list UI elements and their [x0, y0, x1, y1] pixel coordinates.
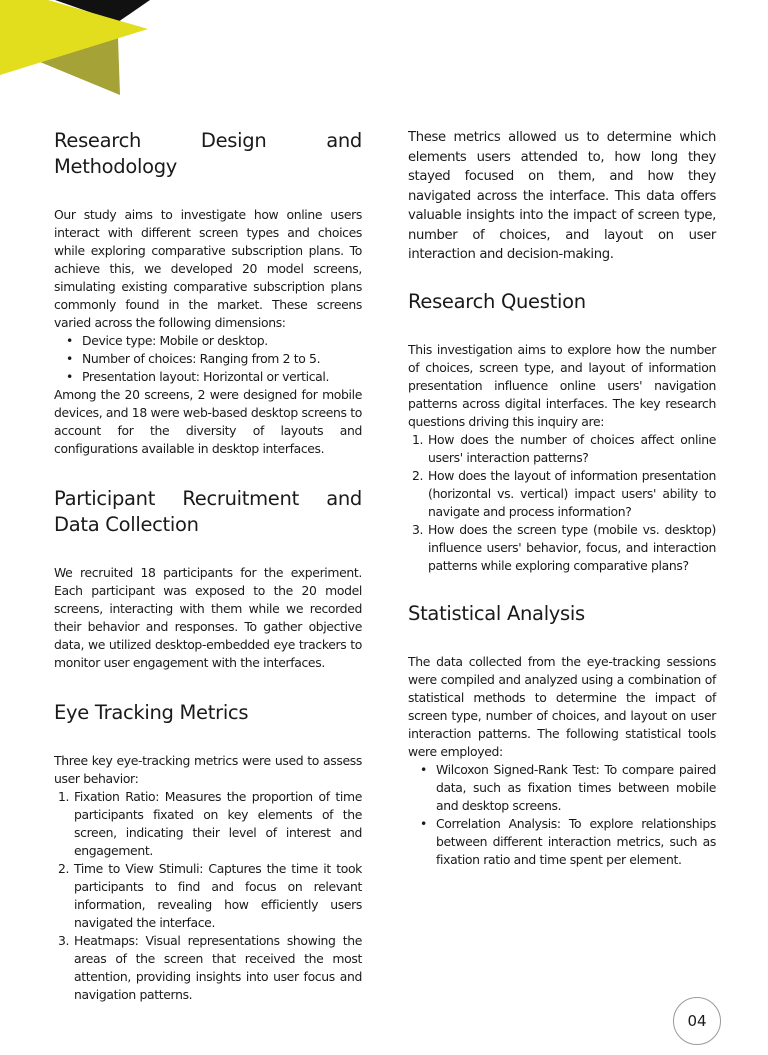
- numbered-list: [408, 431, 716, 575]
- list-item: • Correlation Analysis: To explore relationships between different interaction metrics, such as fixation ratio and time spent per element.: [408, 815, 716, 869]
- section-statistical-analysis: [408, 601, 716, 869]
- paragraph: Among the 20 screens, 2 were designed for mobile devices, and 18 were web-based desktop screens to account for the diversity of layouts and configurations available in desktop interfaces.: [54, 387, 362, 456]
- paragraph: This investigation aims to explore how the number of choices, screen type, and layout of information presentation influence online users' navigation patterns across digital interfaces. The key research questions driving this inquiry are:: [408, 341, 716, 429]
- bullet-list: [408, 761, 716, 869]
- right-column: [408, 128, 716, 869]
- list-item: [408, 521, 716, 575]
- list-text: Heatmaps: Visual representations showing the areas of the screen that received the most attention, providing insights into user focus and navigation patterns.: [74, 933, 362, 1002]
- section-research-question: [408, 289, 716, 575]
- list-item: • Presentation layout: Horizontal or vertical.: [54, 368, 362, 386]
- section-recruitment: [54, 486, 362, 672]
- list-number: 3.: [412, 521, 424, 537]
- list-text: How does the screen type (mobile vs. desktop) influence users' behavior, focus, and interaction patterns while exploring comparative plans?: [428, 521, 716, 573]
- list-item: [54, 860, 362, 932]
- list-item: • Device type: Mobile or desktop.: [54, 332, 362, 350]
- list-text: Fixation Ratio: Measures the proportion of time participants fixated on key elements of the screen, indicating their level of interest and engagement.: [74, 789, 362, 858]
- list-text: How does the number of choices affect online users' interaction patterns?: [428, 431, 716, 465]
- heading-recruitment: Participant Recruitment and Data Collection: [54, 487, 362, 536]
- list-number: 2.: [412, 467, 424, 483]
- heading-research-design: Research Design and Methodology: [54, 129, 362, 178]
- paragraph: We recruited 18 participants for the experiment. Each participant was exposed to the 20 model screens, interacting with them while we recorded their behavior and responses. To gather objective data, we utilized desktop-embedded eye trackers to monitor user engagement with the interfaces.: [54, 565, 362, 670]
- list-number: 1.: [58, 789, 70, 804]
- section-research-design: [54, 128, 362, 458]
- heading-eye-tracking-metrics: Eye Tracking Metrics: [54, 701, 249, 724]
- list-number: 1.: [412, 431, 424, 447]
- page-number: 04: [687, 1012, 707, 1030]
- list-item: [408, 431, 716, 467]
- paragraph-metrics-continued: These metrics allowed us to determine which elements users attended to, how long they stayed focused on them, and how they navigated across the interface. This data offers valuable insights into the impact of screen type, number of choices, and layout on user interaction and decision-making.: [408, 130, 716, 262]
- paragraph: Our study aims to investigate how online users interact with different screen types and choices while exploring comparative subscription plans. To achieve this, we developed 20 model screens, simulating existing comparative subscription plans commonly found in the market. These screens varied across the following dimensions:: [54, 207, 362, 330]
- bullet-list: [54, 332, 362, 386]
- list-number: 2.: [58, 861, 70, 876]
- list-text: How does the layout of information presentation (horizontal vs. vertical) impact users' ability to navigate and process information?: [428, 467, 716, 519]
- list-item: [54, 932, 362, 1004]
- list-item: • Number of choices: Ranging from 2 to 5.: [54, 350, 362, 368]
- paragraph: The data collected from the eye-tracking sessions were compiled and analyzed using a combination of statistical methods to determine the impact of screen type, number of choices, and layout on user interaction patterns. The following statistical tools were employed:: [408, 653, 716, 759]
- page-number-badge: [673, 997, 721, 1045]
- paragraph: Three key eye-tracking metrics were used to assess user behavior:: [54, 753, 362, 786]
- list-item: [54, 788, 362, 860]
- numbered-list: [54, 788, 362, 1004]
- left-column: [54, 128, 362, 1004]
- heading-statistical-analysis: Statistical Analysis: [408, 601, 585, 625]
- section-eye-tracking-metrics: [54, 700, 362, 1004]
- heading-research-question: Research Question: [408, 289, 586, 313]
- list-item: • Wilcoxon Signed-Rank Test: To compare paired data, such as fixation times between mobile and desktop screens.: [408, 761, 716, 815]
- list-item: [408, 467, 716, 521]
- list-number: 3.: [58, 933, 70, 948]
- list-text: Time to View Stimuli: Captures the time it took participants to find and focus on relevant information, revealing how efficiently users navigated the interface.: [74, 861, 362, 930]
- corner-decoration: [0, 0, 200, 110]
